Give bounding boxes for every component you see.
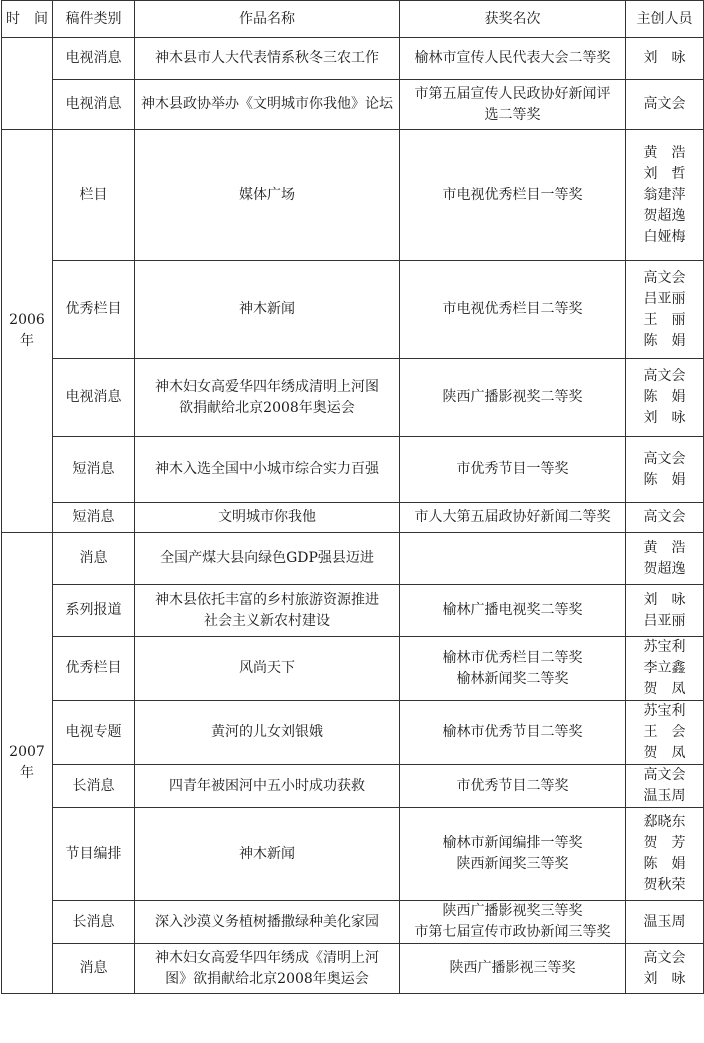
category-cell: 短消息 [53, 503, 135, 533]
award-cell [400, 80, 626, 130]
person-cell [626, 533, 704, 585]
award-line: 榆林广播电视奖二等奖 [442, 602, 583, 618]
award-line: 市电视优秀栏目一等奖 [442, 186, 583, 203]
category-cell: 优秀栏目 [53, 637, 135, 701]
year-cell: 2007年 [2, 533, 53, 994]
category-cell: 电视消息 [53, 80, 135, 130]
title-cell [135, 437, 400, 503]
award-cell [400, 944, 626, 994]
title-line: 深入沙漠义务植树播撒绿种美化家园 [155, 913, 379, 930]
person-line: 高文会 [643, 96, 686, 112]
person-line: 贺 凤 [643, 681, 686, 697]
award-line: 陕西新闻奖三等奖 [456, 856, 569, 872]
person-cell [626, 808, 704, 901]
award-cell [400, 637, 626, 701]
table-row [2, 38, 704, 80]
award-line: 市人大第五届政协好新闻二等奖 [414, 509, 611, 525]
title-line: 神木妇女高爱华四年绣成清明上河图 [155, 378, 379, 395]
person-cell [626, 38, 704, 80]
award-cell [400, 503, 626, 533]
title-line: 文明城市你我他 [218, 509, 316, 525]
person-line: 郄晓东 [643, 814, 686, 830]
category-cell: 栏目 [53, 130, 135, 261]
title-cell [135, 359, 400, 437]
person-line: 陈 娟 [643, 856, 686, 872]
category-cell: 电视消息 [53, 38, 135, 80]
person-line: 贺秋荣 [643, 877, 686, 893]
award-line: 榆林新闻奖二等奖 [456, 670, 569, 687]
title-cell [135, 503, 400, 533]
table-body [2, 38, 704, 994]
award-cell [400, 765, 626, 808]
person-line: 温玉周 [643, 788, 686, 804]
person-line: 李立鑫 [643, 660, 686, 676]
header-row [2, 1, 704, 38]
award-line: 榆林市宣传人民代表大会二等奖 [414, 50, 611, 66]
person-line: 苏宝利 [643, 639, 686, 655]
person-cell [626, 261, 704, 359]
person-cell [626, 701, 704, 765]
title-line: 媒体广场 [239, 186, 295, 203]
title-cell [135, 38, 400, 80]
table-row [2, 261, 704, 359]
award-line: 榆林市优秀栏目二等奖 [442, 649, 583, 666]
person-cell [626, 585, 704, 637]
title-cell [135, 637, 400, 701]
title-cell [135, 944, 400, 994]
person-line: 高文会 [643, 949, 686, 966]
title-line: 神木县市人大代表情系秋冬三农工作 [155, 50, 379, 66]
person-line: 吕亚丽 [643, 612, 686, 629]
person-line: 贺 凤 [643, 745, 686, 761]
table-row [2, 130, 704, 261]
person-line: 高文会 [643, 269, 686, 286]
person-cell [626, 944, 704, 994]
award-line: 陕西广播影视奖三等奖 [442, 903, 583, 919]
title-line: 神木妇女高爱华四年绣成《清明上河 [155, 949, 379, 966]
title-line: 社会主义新农村建设 [204, 612, 330, 629]
award-cell [400, 533, 626, 585]
table-row [2, 437, 704, 503]
title-cell [135, 261, 400, 359]
title-cell [135, 533, 400, 585]
award-cell [400, 437, 626, 503]
table-row [2, 765, 704, 808]
table-row [2, 944, 704, 994]
person-line: 翁建萍 [643, 186, 686, 203]
title-cell [135, 765, 400, 808]
category-cell: 长消息 [53, 901, 135, 944]
header-award: 获奖名次 [400, 1, 626, 38]
award-cell [400, 701, 626, 765]
person-line: 王 会 [643, 724, 686, 740]
award-line: 选二等奖 [484, 106, 541, 123]
award-line: 榆林市新闻编排一等奖 [442, 835, 583, 851]
title-cell [135, 901, 400, 944]
person-line: 陈 娟 [643, 471, 686, 488]
award-cell [400, 901, 626, 944]
title-line: 神木入选全国中小城市综合实力百强 [155, 461, 379, 477]
person-line: 刘 咏 [643, 970, 686, 987]
header-title: 作品名称 [135, 1, 400, 38]
person-line: 陈 娟 [643, 389, 686, 405]
person-line: 高文会 [643, 767, 686, 783]
award-cell [400, 38, 626, 80]
person-line: 白娅梅 [643, 228, 686, 245]
person-cell [626, 130, 704, 261]
title-line: 神木县依托丰富的乡村旅游资源推进 [155, 591, 379, 608]
table-row [2, 503, 704, 533]
title-cell [135, 130, 400, 261]
person-line: 刘 哲 [643, 165, 686, 182]
header-people: 主创人员 [626, 1, 704, 38]
title-cell [135, 808, 400, 901]
person-line: 王 丽 [643, 311, 686, 328]
category-cell: 长消息 [53, 765, 135, 808]
category-cell: 短消息 [53, 437, 135, 503]
person-line: 高文会 [643, 509, 686, 525]
person-cell [626, 765, 704, 808]
category-cell: 电视专题 [53, 701, 135, 765]
person-line: 刘 咏 [643, 50, 686, 66]
table-row [2, 533, 704, 585]
person-cell [626, 637, 704, 701]
title-line: 黄河的儿女刘银娥 [211, 724, 323, 740]
title-line: 欲捐献给北京2008年奥运会 [179, 399, 355, 416]
title-line: 四青年被困河中五小时成功获救 [169, 777, 365, 794]
title-line: 风尚天下 [239, 660, 295, 676]
category-cell: 系列报道 [53, 585, 135, 637]
person-line: 陈 娟 [643, 332, 686, 349]
person-line: 刘 咏 [643, 410, 686, 426]
award-cell [400, 808, 626, 901]
person-line: 吕亚丽 [643, 290, 686, 307]
award-line: 市优秀节目二等奖 [456, 777, 569, 794]
category-cell: 优秀栏目 [53, 261, 135, 359]
table-row [2, 359, 704, 437]
person-line: 高文会 [643, 368, 686, 384]
table-row [2, 585, 704, 637]
person-line: 黄 浩 [643, 144, 686, 161]
person-line: 贺 芳 [643, 835, 686, 851]
table-row [2, 901, 704, 944]
table-row [2, 637, 704, 701]
person-cell [626, 437, 704, 503]
award-line: 陕西广播影视三等奖 [449, 960, 576, 976]
title-cell [135, 585, 400, 637]
table-row [2, 701, 704, 765]
person-line: 贺超逸 [643, 560, 686, 577]
award-line: 市第五届宣传人民政协好新闻评 [414, 85, 611, 102]
person-cell [626, 503, 704, 533]
award-cell [400, 261, 626, 359]
header-time: 时 间 [2, 1, 53, 38]
table-row [2, 80, 704, 130]
person-cell [626, 359, 704, 437]
title-line: 神木新闻 [239, 845, 295, 862]
person-line: 温玉周 [643, 913, 686, 930]
year-cell [2, 38, 53, 130]
title-cell [135, 80, 400, 130]
title-cell [135, 701, 400, 765]
category-cell: 消息 [53, 533, 135, 585]
person-line: 刘 咏 [643, 591, 686, 608]
category-cell: 消息 [53, 944, 135, 994]
award-line: 市电视优秀栏目二等奖 [442, 301, 583, 317]
title-line: 图》欲捐献给北京2008年奥运会 [165, 970, 369, 987]
category-cell: 电视消息 [53, 359, 135, 437]
award-line: 市第七届宣传市政协新闻三等奖 [414, 924, 611, 940]
person-line: 苏宝利 [643, 703, 686, 719]
awards-table [1, 0, 704, 994]
person-cell [626, 80, 704, 130]
award-cell [400, 359, 626, 437]
title-line: 全国产煤大县向绿色GDP强县迈进 [160, 550, 374, 566]
person-line: 黄 浩 [643, 539, 686, 556]
award-line: 陕西广播影视奖二等奖 [442, 389, 583, 405]
title-line: 神木新闻 [239, 301, 295, 317]
award-line: 市优秀节目一等奖 [456, 461, 569, 477]
award-line: 榆林市优秀节目二等奖 [442, 724, 583, 740]
person-cell [626, 901, 704, 944]
person-line: 贺超逸 [643, 207, 686, 224]
person-line: 高文会 [643, 450, 686, 467]
category-cell: 节目编排 [53, 808, 135, 901]
year-cell: 2006年 [2, 130, 53, 533]
header-category: 稿件类别 [53, 1, 135, 38]
award-cell [400, 585, 626, 637]
table-row [2, 808, 704, 901]
award-cell [400, 130, 626, 261]
title-line: 神木县政协举办《文明城市你我他》论坛 [141, 96, 393, 112]
